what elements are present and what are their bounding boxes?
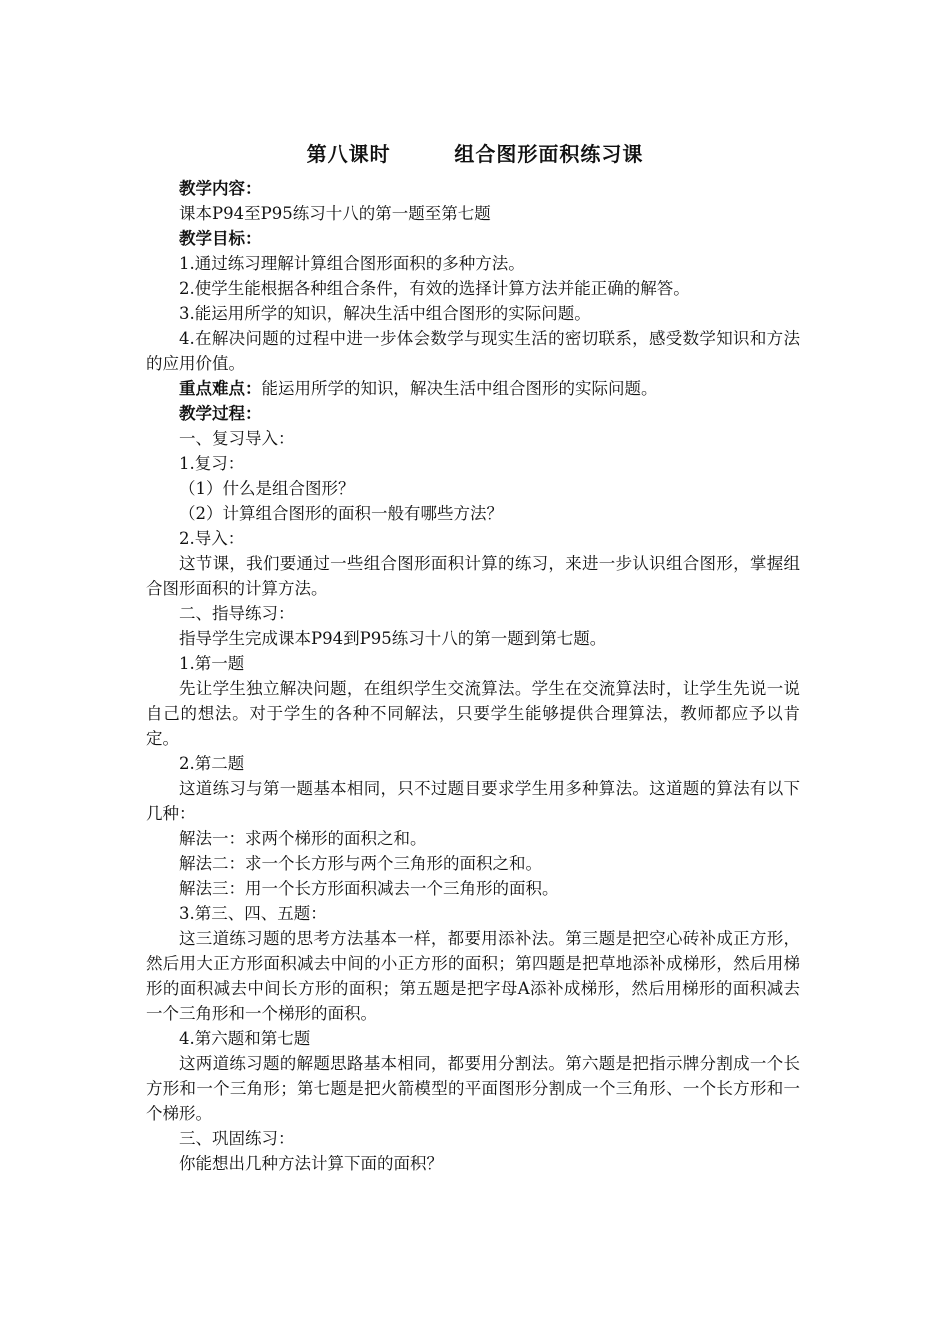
process-line: 这道练习与第一题基本相同，只不过题目要求学生用多种算法。这道题的算法有以下几种： xyxy=(146,779,800,823)
process-line: 一、复习导入： xyxy=(179,429,295,448)
process-line: 1.复习： xyxy=(179,454,245,473)
process-line: 先让学生独立解决问题，在组织学生交流算法。学生在交流算法时，让学生先说一说自己的想法。对于学生的各种不同解法，只要学生能够提供合理算法，教师都应予以肯定。 xyxy=(146,679,800,748)
process-line: 这三道练习题的思考方法基本一样，都要用添补法。第三题是把空心砖补成正方形，然后用大正方形面积减去中间的小正方形的面积；第四题是把草地添补成梯形，然后用梯形的面积减去中间长方形的面积；第五题是把字母A添补成梯形，然后用梯形的面积减去一个三角形和一个梯形的面积。 xyxy=(146,929,800,1023)
goals-heading: 教学目标： xyxy=(179,229,262,248)
process-heading: 教学过程： xyxy=(179,404,262,423)
process-line: 解法三：用一个长方形面积减去一个三角形的面积。 xyxy=(179,879,559,898)
process-line: 4.第六题和第七题 xyxy=(179,1029,311,1048)
goal-item: 2.使学生能根据各种组合条件，有效的选择计算方法并能正确的解答。 xyxy=(179,279,690,298)
process-line: 这节课，我们要通过一些组合图形面积计算的练习，来进一步认识组合图形，掌握组合图形面积的计算方法。 xyxy=(146,554,800,598)
process-line: 解法二：求一个长方形与两个三角形的面积之和。 xyxy=(179,854,542,873)
key-points-text: 能运用所学的知识，解决生活中组合图形的实际问题。 xyxy=(261,379,658,398)
key-points-heading: 重点难点： xyxy=(179,379,262,398)
process-line: 2.第二题 xyxy=(179,754,245,773)
process-line: 1.第一题 xyxy=(179,654,245,673)
process-line: 解法一：求两个梯形的面积之和。 xyxy=(179,829,427,848)
process-line: （2）计算组合图形的面积一般有哪些方法？ xyxy=(179,504,503,523)
process-line: （1）什么是组合图形？ xyxy=(179,479,355,498)
process-line: 2.导入： xyxy=(179,529,245,548)
content-text: 课本P94至P95练习十八的第一题至第七题 xyxy=(179,204,491,223)
process-line: 指导学生完成课本P94到P95练习十八的第一题到第七题。 xyxy=(179,629,607,648)
process-line: 二、指导练习： xyxy=(179,604,295,623)
lesson-title: 第八课时 组合图形面积练习课 xyxy=(306,142,644,166)
process-line: 3.第三、四、五题： xyxy=(179,904,327,923)
content-heading: 教学内容： xyxy=(179,179,262,198)
goal-item: 1.通过练习理解计算组合图形面积的多种方法。 xyxy=(179,254,525,273)
lesson-body xyxy=(146,176,800,1176)
key-points-paragraph xyxy=(146,376,800,401)
goal-item: 4.在解决问题的过程中进一步体会数学与现实生活的密切联系，感受数学知识和方法的应用价值。 xyxy=(146,329,800,373)
goal-item: 3.能运用所学的知识，解决生活中组合图形的实际问题。 xyxy=(179,304,591,323)
process-line: 三、巩固练习： xyxy=(179,1129,295,1148)
process-line: 这两道练习题的解题思路基本相同，都要用分割法。第六题是把指示牌分割成一个长方形和一个三角形；第七题是把火箭模型的平面图形分割成一个三角形、一个长方形和一个梯形。 xyxy=(146,1054,800,1123)
process-line: 你能想出几种方法计算下面的面积？ xyxy=(179,1154,443,1173)
